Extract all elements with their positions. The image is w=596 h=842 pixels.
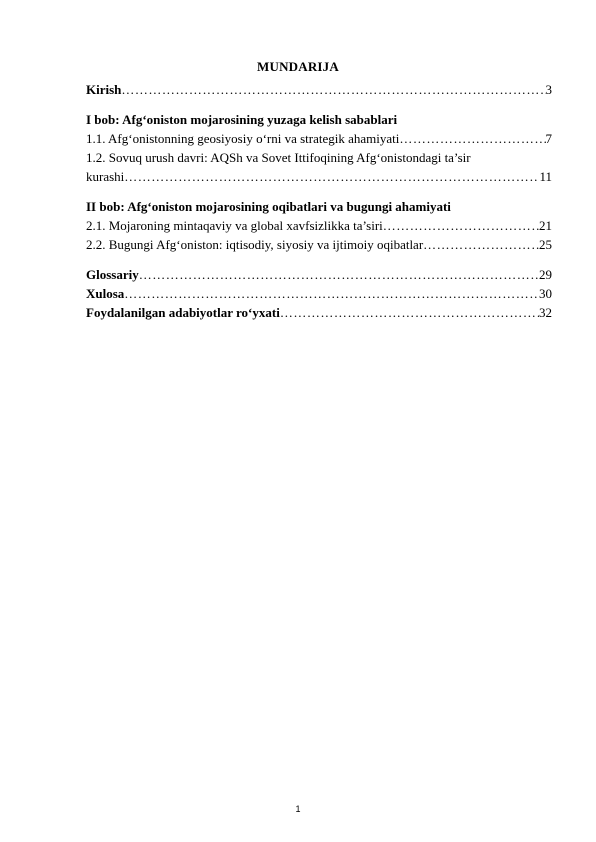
toc-entry-intro bbox=[86, 80, 552, 99]
toc-entry-label: 1.1. Afg‘onistonning geosiyosiy o‘rni va strategik ahamiyati bbox=[86, 131, 400, 146]
toc-entry-label: Kirish bbox=[86, 82, 122, 97]
toc-leader-dots bbox=[423, 235, 539, 254]
toc-entry-label: 2.2. Bugungi Afg‘oniston: iqtisodiy, siyosiy va ijtimoiy oqibatlar bbox=[86, 237, 424, 252]
toc-entry-1-2 bbox=[86, 167, 552, 186]
toc-entry-page: 30 bbox=[539, 286, 552, 301]
toc-entry-label: Glossariy bbox=[86, 267, 139, 282]
toc-leader-dots bbox=[124, 167, 539, 186]
toc-leader-dots bbox=[121, 80, 545, 99]
toc-entry-1-1 bbox=[86, 129, 552, 148]
toc-entry-label: 2.1. Mojaroning mintaqaviy va global xavfsizlikka ta’siri bbox=[86, 218, 383, 233]
document-title: MUNDARIJA bbox=[257, 59, 339, 74]
toc-leader-dots bbox=[383, 216, 539, 235]
toc-entry-references bbox=[86, 303, 552, 322]
toc-entry-page: 29 bbox=[539, 267, 552, 282]
toc-entry-page: 32 bbox=[539, 305, 552, 320]
toc-entry-page: 7 bbox=[545, 131, 552, 146]
toc-entry-label: Foydalanilgan adabiyotlar ro‘yxati bbox=[86, 305, 280, 320]
toc-entry-page: 25 bbox=[539, 237, 552, 252]
toc-entry-page: 21 bbox=[539, 218, 552, 233]
toc-entry-2-1 bbox=[86, 216, 552, 235]
toc-entry-glossary bbox=[86, 265, 552, 284]
toc-leader-dots bbox=[399, 129, 545, 148]
table-of-contents bbox=[86, 80, 552, 322]
chapter-2-heading: II bob: Afg‘oniston mojarosining oqibatlari va bugungi ahamiyati bbox=[86, 199, 451, 214]
toc-leader-dots bbox=[124, 284, 539, 303]
toc-entry-page: 3 bbox=[545, 82, 552, 97]
toc-entry-page: 11 bbox=[539, 169, 552, 184]
page-number: 1 bbox=[295, 804, 301, 814]
toc-leader-dots bbox=[280, 303, 539, 322]
toc-entry-label: Xulosa bbox=[86, 286, 125, 301]
toc-entry-2-2 bbox=[86, 235, 552, 254]
toc-entry-1-2-line1: 1.2. Sovuq urush davri: AQSh va Sovet Ittifoqining Afg‘onistondagi ta’sir bbox=[86, 150, 471, 165]
chapter-1-heading: I bob: Afg‘oniston mojarosining yuzaga kelish sabablari bbox=[86, 112, 398, 127]
toc-entry-conclusion bbox=[86, 284, 552, 303]
toc-entry-label: kurashi bbox=[86, 169, 125, 184]
toc-leader-dots bbox=[139, 265, 539, 284]
